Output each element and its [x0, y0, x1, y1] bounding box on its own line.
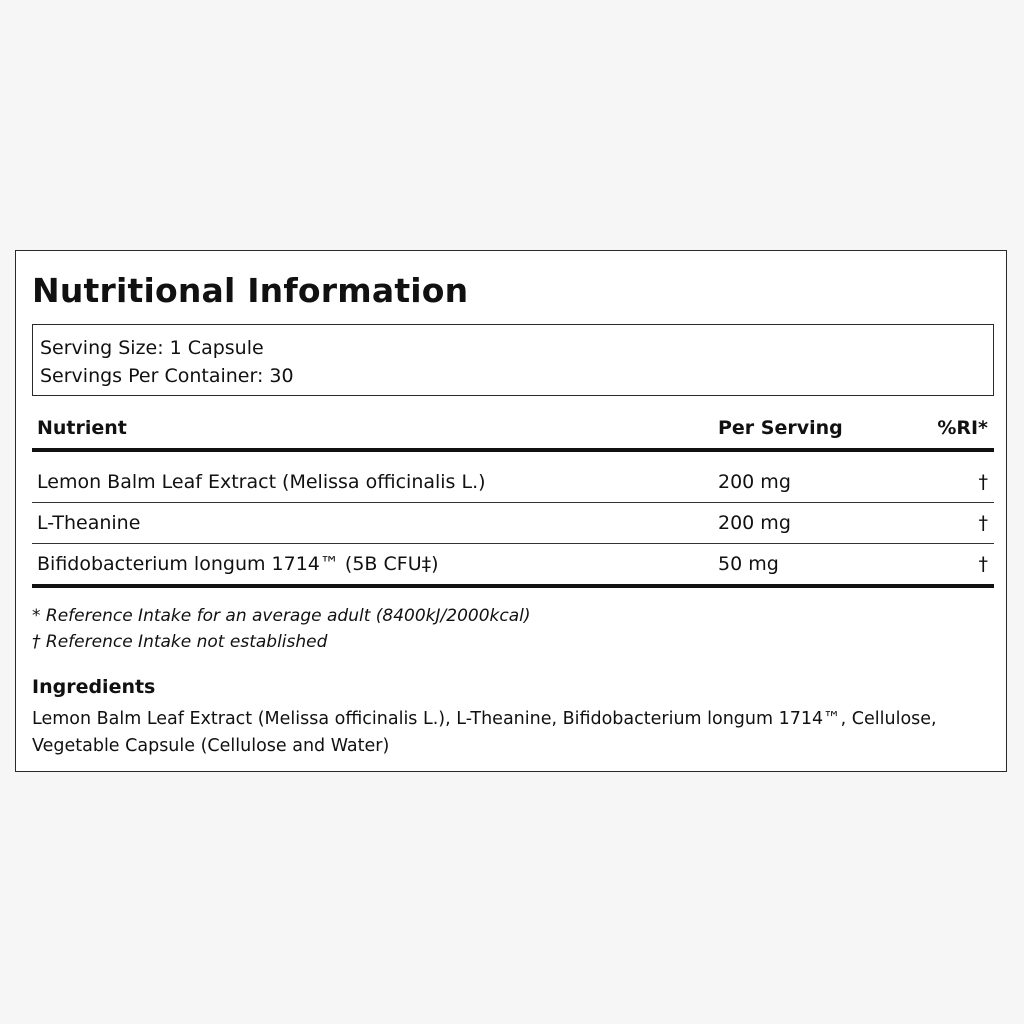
footnotes [32, 603, 531, 655]
nutrient-table [32, 410, 994, 588]
serving-size: Serving Size: 1 Capsule [40, 337, 264, 359]
footnote-not-established: † Reference Intake not established [32, 632, 328, 652]
nutrient-name: Bifidobacterium longum 1714™ (5B CFU‡) [37, 553, 439, 575]
nutrient-ri: † [978, 471, 988, 493]
servings-per-container: Servings Per Container: 30 [40, 365, 294, 387]
ingredients-list: Lemon Balm Leaf Extract (Melissa officinalis L.), L-Theanine, Bifidobacterium longum 1714™, Cellulose, Vegetable Capsule (Cellulose and Water) [32, 709, 937, 756]
label-title: Nutritional Information [32, 271, 469, 310]
ingredients-heading: Ingredients [32, 676, 156, 698]
nutrition-label [15, 250, 1007, 772]
table-row [32, 462, 994, 503]
nutrient-ri: † [978, 512, 988, 534]
nutrient-amount: 200 mg [718, 512, 791, 534]
nutrient-amount: 200 mg [718, 471, 791, 493]
header-nutrient: Nutrient [37, 417, 127, 439]
header-per-serving: Per Serving [718, 417, 843, 439]
footnote-reference-intake: * Reference Intake for an average adult (8400kJ/2000kcal) [32, 606, 531, 626]
nutrient-name: L-Theanine [37, 512, 141, 534]
nutrient-amount: 50 mg [718, 553, 779, 575]
header-ri: %RI* [937, 417, 988, 439]
serving-info-box [32, 324, 994, 396]
nutrient-name: Lemon Balm Leaf Extract (Melissa officinalis L.) [37, 471, 486, 493]
table-header-row [32, 410, 994, 452]
nutrient-ri: † [978, 553, 988, 575]
table-row [32, 544, 994, 588]
table-body [32, 462, 994, 588]
table-header-gap [32, 452, 994, 462]
table-row [32, 503, 994, 544]
